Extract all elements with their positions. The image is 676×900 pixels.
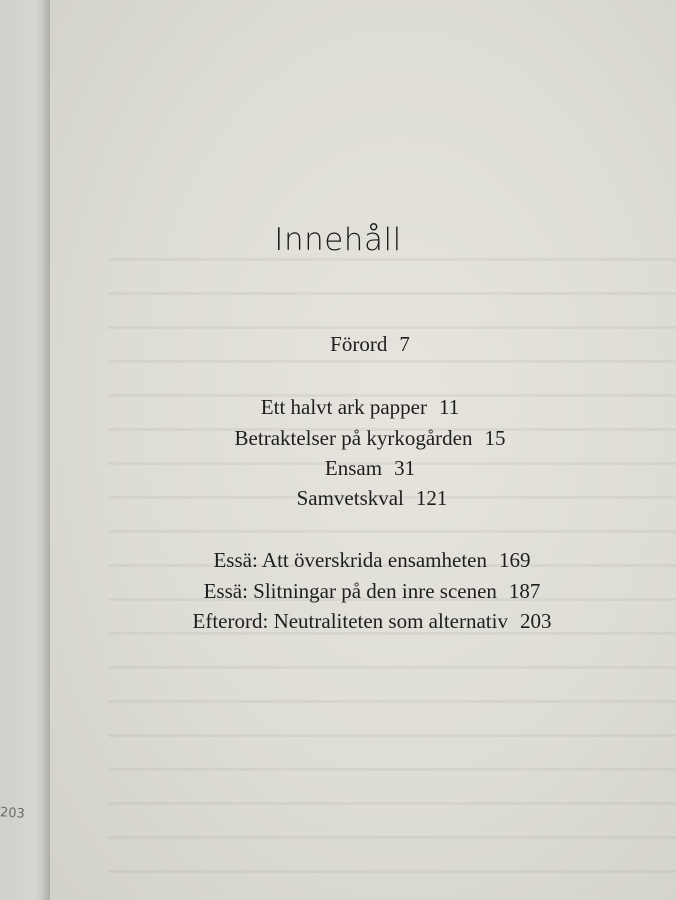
toc-entry-page: 187 [508,579,541,603]
toc-entry-label: Betraktelser på kyrkogården [234,426,473,450]
toc-entry [22,395,676,420]
toc-entry [34,579,676,604]
toc-entry-label: Essä: Att överskrida ensamheten [213,548,487,572]
toc-entry-label: Förord [330,332,388,356]
toc-entry-label: Ett halvt ark papper [260,395,427,419]
toc-entry-label: Efterord: Neutraliteten som alternativ [192,609,508,633]
toc-entry-label: Ensam [324,456,383,480]
toc-entry [32,426,676,451]
toc-entry-label: Essä: Slitningar på den inre scenen [203,579,497,603]
contents-title: Innehåll [274,222,402,258]
toc-entry-page: 7 [399,332,410,356]
previous-page-number: 203 [0,805,26,822]
toc-entry-page: 31 [394,456,416,480]
toc-entry-page: 121 [415,486,448,510]
toc-entry-page: 15 [484,426,506,450]
toc-entry-page: 203 [519,609,552,633]
toc-entry [34,548,676,573]
toc-entry [34,486,676,511]
toc-entry-forord [32,332,676,357]
toc-entry-page: 169 [499,548,531,572]
toc-entry-page: 11 [438,395,460,419]
toc-entry-label: Samvetskval [296,486,404,510]
toc-entry [32,456,676,481]
toc-entry [34,609,676,634]
